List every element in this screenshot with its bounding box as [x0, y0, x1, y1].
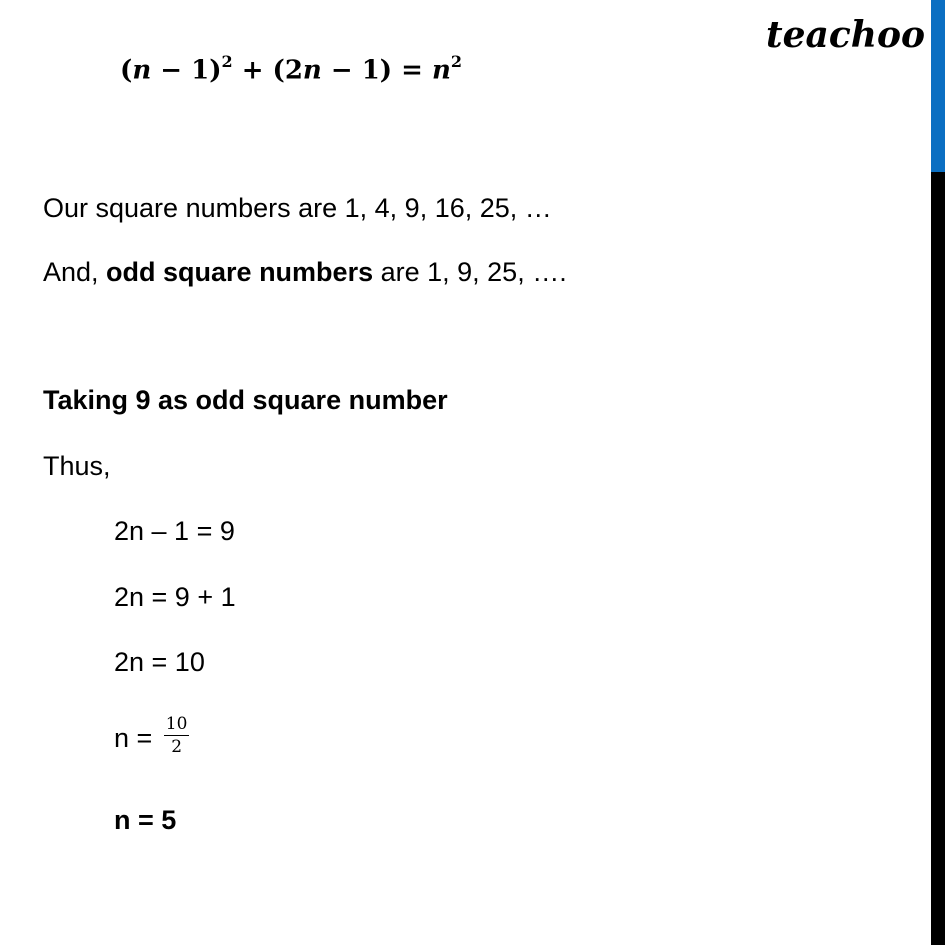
odd-square-numbers-line: And, odd square numbers are 1, 9, 25, …. — [43, 257, 567, 287]
side-accent-bar-blue — [931, 0, 945, 172]
fraction-step: n = $\frac{10}{2}$ — [114, 714, 188, 757]
step-3: 2n = 10 — [114, 647, 205, 677]
section-heading: Taking 9 as odd square number — [43, 385, 448, 415]
fraction: $\frac{10}{2}$ — [165, 714, 188, 757]
result-line: n = 5 — [114, 805, 177, 835]
side-accent-bar-black — [931, 172, 945, 945]
square-numbers-line: Our square numbers are 1, 4, 9, 16, 25, … — [43, 193, 552, 223]
step-2: 2n = 9 + 1 — [114, 582, 236, 612]
identity-formula: $(n - 1)^2 + (2n - 1) = n^2$ — [120, 52, 463, 86]
step-1: 2n – 1 = 9 — [114, 516, 235, 546]
teachoo-logo: teachoo — [766, 14, 925, 56]
thus-label: Thus, — [43, 451, 111, 481]
